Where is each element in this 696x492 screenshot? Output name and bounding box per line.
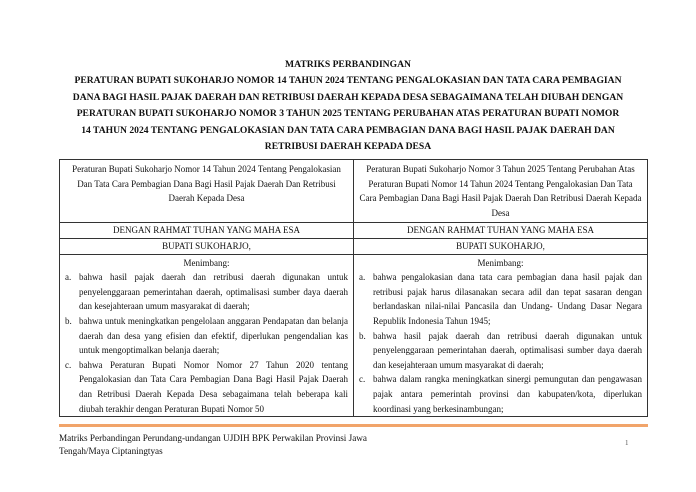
table-row (60, 223, 648, 239)
footer-line-1: Matriks Perbandingan Perundang-undangan UJDIH BPK Perwakilan Provinsi Jawa (59, 433, 367, 443)
list-marker: a. (359, 272, 366, 283)
list-item-text: bahwa pengalokasian dana tata cara pembagian dana hasil pajak dan retribusi pajak harus dilasanakan secara adil dan tepat sasaran dengan berlandaskan nilai-nilai Pancasila dan Undang- Undang Dasar Negara Republik Indonesia Tahun 1945; (373, 272, 642, 326)
list-item (65, 314, 348, 358)
list-marker: c. (65, 359, 72, 370)
title-line: PERATURAN BUPATI SUKOHARJO NOMOR 14 TAHUN 2024 TENTANG PENGALOKASIAN DAN TATA CARA PEMBAGIAN (74, 75, 622, 87)
title-line: DANA BAGI HASIL PAJAK DAERAH DAN RETRIBUSI DAERAH KEPADA DESA SEBAGAIMANA TELAH DIUBAH DENGAN (72, 91, 624, 103)
left-blessing: DENGAN RAHMAT TUHAN YANG MAHA ESA (60, 223, 354, 239)
list-item-text: bahwa hasil pajak daerah dan retribusi daerah digunakan untuk penyelenggaraan pemerintahan daerah, optimalisasi sumber daya daerah dan kesejahteraan umum masyarakat di daerah; (373, 330, 642, 370)
list-item (359, 329, 642, 373)
list-marker: b. (359, 330, 366, 341)
list-item (65, 358, 348, 416)
left-regent: BUPATI SUKOHARJO, (60, 238, 354, 254)
list-item-text: bahwa untuk meningkatkan pengelolaan anggaran Pendapatan dan belanja daerah dan desa yang efisien dan efektif, diperlukan pengendalian kas untuk mengoptimalkan belanja daerah; (79, 315, 348, 356)
considering-label: Menimbang: (477, 257, 524, 268)
footer-divider (59, 424, 648, 427)
list-item (359, 270, 642, 328)
list-item-text: bahwa Peraturan Bupati Nomor Nomor 27 Tahun 2020 tentang Pengalokasian dan Tata Cara Pembagian Dana Bagi Hasil Pajak Daerah dan Retribusi Daerah Kepada Desa sebagaimana telah beberapa kali diubah terakhir dengan Peraturan Bupati Nomor 50 (79, 359, 348, 414)
list-item (359, 372, 642, 416)
list-marker: a. (65, 272, 72, 283)
table-header-row (60, 160, 648, 223)
footer-text (59, 432, 459, 459)
right-blessing: DENGAN RAHMAT TUHAN YANG MAHA ESA (354, 223, 648, 239)
title-line: MATRIKS PERBANDINGAN (285, 59, 411, 70)
considering-list (65, 270, 348, 416)
list-item-text: bahwa hasil pajak daerah dan retribusi daerah digunakan untuk penyelenggaraan pemerintahan daerah, optimalisasi sumber daya daerah dan kesejahteraan umum masyarakat di daerah; (79, 272, 348, 312)
list-marker: b. (65, 315, 72, 326)
comparison-table (59, 159, 648, 417)
considering-list (359, 270, 642, 416)
list-item-text: bahwa dalam rangka meningkatkan sinergi pemungutan dan pengawasan pajak antara pemerintah provinsi dan kabupaten/kota, diperlukan koordinasi yang berkesinambungan; (373, 374, 642, 414)
page-number: 1 (625, 439, 629, 447)
document-title (48, 57, 648, 155)
title-line: 14 TAHUN 2024 TENTANG PENGALOKASIAN DAN TATA CARA PEMBAGIAN DANA BAGI HASIL PAJAK DAERAH DAN (81, 124, 615, 136)
list-item (65, 270, 348, 314)
table-row (60, 238, 648, 254)
title-line: PERATURAN BUPATI SUKOHARJO NOMOR 3 TAHUN 2025 TENTANG PERUBAHAN ATAS PERATURAN BUPATI NOMOR (76, 108, 620, 120)
title-line: RETRIBUSI DAERAH KEPADA DESA (264, 141, 432, 153)
right-considering-cell (354, 254, 648, 417)
considering-label: Menimbang: (183, 257, 230, 268)
table-row (60, 254, 648, 417)
right-column-header: Peraturan Bupati Sukoharjo Nomor 3 Tahun 2025 Tentang Perubahan Atas Peraturan Bupati Nomor 14 Tahun 2024 Tentang Pengalokasian Dan Tata Cara Pembagian Dana Bagi Hasil Pajak Daerah Dan Retribusi Daerah Kepada Desa (354, 160, 648, 223)
left-column-header: Peraturan Bupati Sukoharjo Nomor 14 Tahun 2024 Tentang Pengalokasian Dan Tata Cara Pembagian Dana Bagi Hasil Pajak Daerah Dan Retribusi Daerah Kepada Desa (60, 160, 354, 223)
right-regent: BUPATI SUKOHARJO, (354, 238, 648, 254)
left-considering-cell (60, 254, 354, 417)
footer-line-2: Tengah/Maya Ciptaningtyas (59, 446, 163, 457)
list-marker: c. (359, 374, 366, 385)
